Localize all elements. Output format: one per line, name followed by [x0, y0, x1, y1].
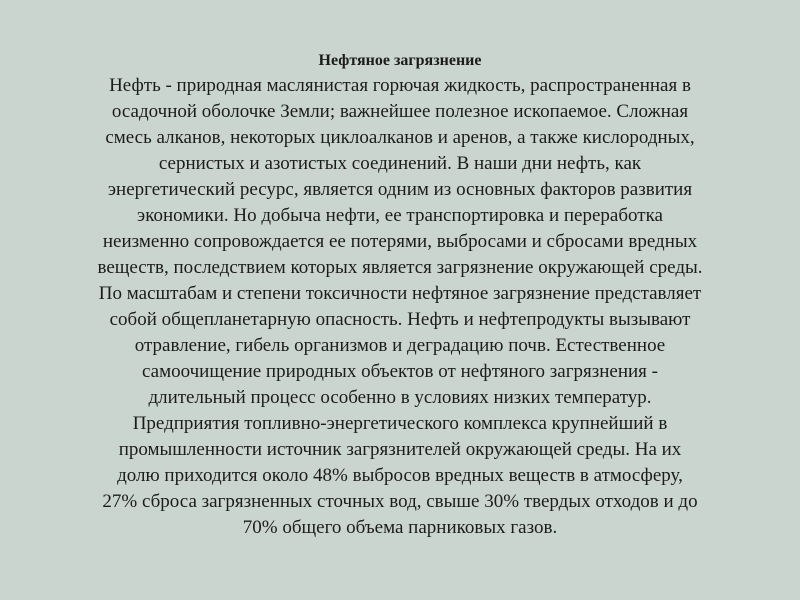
slide-content: [40, 49, 760, 541]
body-line: экономики. Но добыча нефти, ее транспортировка и переработка: [137, 205, 663, 226]
body-line: энергетический ресурс, является одним из основных факторов развития: [107, 179, 693, 200]
body-line: промышленности источник загрязнителей окружающей среды. На их: [118, 439, 682, 460]
body-line: длительный процесс особенно в условиях низких температур.: [148, 387, 652, 408]
body-line: самоочищение природных объектов от нефтяного загрязнения -: [142, 361, 658, 382]
body-line: веществ, последствием которых является загрязнение окружающей среды.: [97, 257, 703, 278]
body-line: сернистых и азотистых соединений. В наши дни нефть, как: [158, 153, 642, 174]
body-line: 27% сброса загрязненных сточных вод, свыше 30% твердых отходов и до: [102, 491, 698, 512]
slide-body: [40, 73, 760, 541]
body-line: Нефть - природная маслянистая горючая жидкость, распространенная в: [109, 75, 691, 96]
body-line: смесь алканов, некоторых циклоалканов и аренов, а также кислородных,: [105, 127, 695, 148]
body-line: собой общепланетарную опасность. Нефть и нефтепродукты вызывают: [109, 309, 691, 330]
body-line: долю приходится около 48% выбросов вредных веществ в атмосферу,: [117, 465, 683, 486]
body-line: отравление, гибель организмов и деградацию почв. Естественное: [134, 335, 666, 356]
body-line: осадочной оболочке Земли; важнейшее полезное ископаемое. Сложная: [111, 101, 689, 122]
body-line: По масштабам и степени токсичности нефтяное загрязнение представляет: [98, 283, 702, 304]
body-line: неизменно сопровождается ее потерями, выбросами и сбросами вредных: [102, 231, 698, 252]
slide-title: Нефтяное загрязнение: [318, 52, 482, 69]
body-line: Предприятия топливно-энергетического комплекса крупнейший в: [132, 413, 668, 434]
body-line: 70% общего объема парниковых газов.: [242, 517, 558, 538]
